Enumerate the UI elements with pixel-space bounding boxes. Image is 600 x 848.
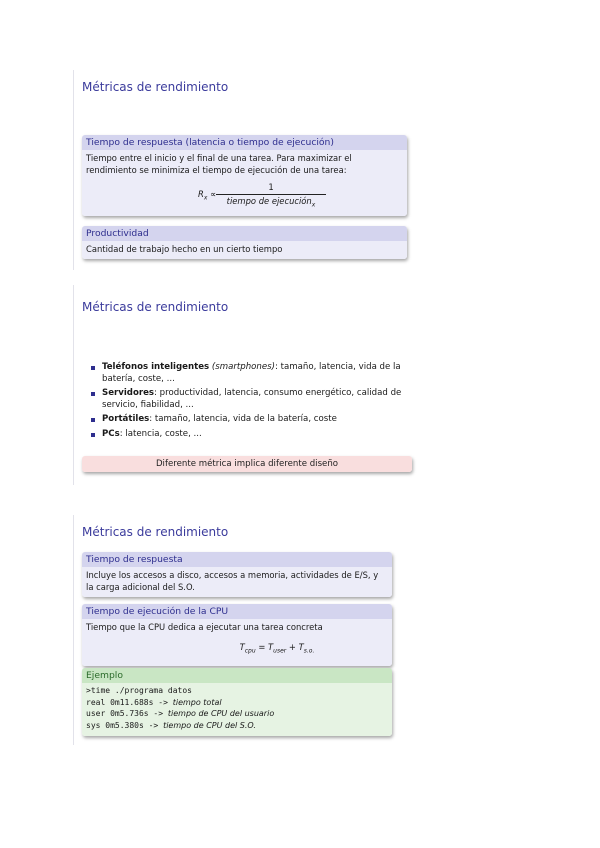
slide-title: Métricas de rendimiento (82, 525, 229, 539)
block-text: Tiempo entre el inicio y el final de una tarea. Para maximizar el rendimiento se minimiza el tiempo de ejecución de una tarea: (86, 153, 352, 175)
block-body (82, 619, 392, 666)
block-text: Cantidad de trabajo hecho en un cierto tiempo (82, 241, 407, 259)
response-time-block (82, 135, 407, 216)
block-title: Productividad (82, 226, 407, 241)
slide-1 (74, 70, 414, 270)
formula-fraction (216, 182, 326, 211)
code-line: real 0m11.688s -> tiempo total (86, 697, 222, 707)
list-item: PCs: latencia, coste, ... (88, 429, 406, 441)
fraction-bar (216, 194, 326, 195)
throughput-block (82, 226, 407, 259)
alert-block (82, 456, 412, 472)
code-line: user 0m5.736s -> tiempo de CPU del usuario (86, 709, 275, 718)
response-time-block (82, 552, 392, 597)
formula-numerator: 1 (268, 182, 274, 192)
formula-denominator: tiempo de ejecución$_x$ (226, 196, 316, 209)
alert-text: Diferente métrica implica diferente diseño (82, 456, 412, 472)
formula (86, 182, 403, 208)
code-example (82, 683, 392, 736)
block-text: Incluye los accesos a disco, accesos a memoria, actividades de E/S, y la carga adicional del S.O. (82, 567, 392, 597)
block-body (82, 150, 407, 216)
block-title: Ejemplo (82, 668, 392, 683)
metrics-list (88, 362, 406, 443)
block-title: Tiempo de respuesta (82, 552, 392, 567)
example-block (82, 668, 392, 736)
code-line: sys 0m5.380s -> tiempo de CPU del S.O. (86, 720, 256, 730)
list-item: Portátiles: tamaño, latencia, vida de la batería, coste (88, 414, 406, 426)
slide-title: Métricas de rendimiento (82, 80, 229, 94)
slide-title: Métricas de rendimiento (82, 300, 229, 314)
slide-2 (74, 285, 414, 485)
formula: $T_{cpu} = T_{user} + T_{s.o.}$ (239, 642, 315, 655)
block-title: Tiempo de ejecución de la CPU (82, 604, 392, 619)
code-line: >time ./programa datos (86, 686, 192, 695)
block-text: Tiempo que la CPU dedica a ejecutar una tarea concreta (86, 622, 323, 632)
cpu-time-block (82, 604, 392, 666)
block-title: Tiempo de respuesta (latencia o tiempo de ejecución) (82, 135, 407, 150)
list-item: Servidores: productividad, latencia, consumo energético, calidad de servicio, fiabilidad, ... (88, 388, 406, 411)
list-item: Teléfonos inteligentes (smartphones): tamaño, latencia, vida de la batería, coste, ... (88, 362, 406, 385)
slide-3 (74, 515, 400, 745)
formula-lhs: $R_x$ ∝ (198, 189, 217, 202)
